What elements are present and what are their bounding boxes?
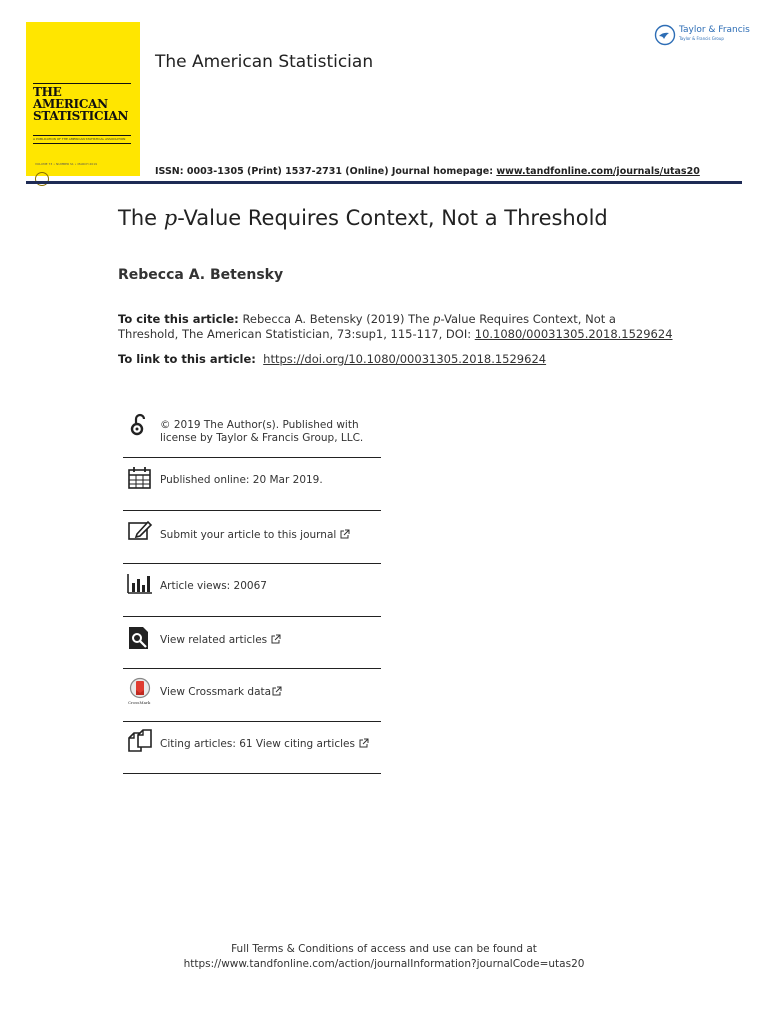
crossmark-caption: CrossMark bbox=[128, 700, 151, 705]
terms-text: Full Terms & Conditions of access and use can be found at bbox=[231, 943, 537, 955]
title-text: The bbox=[118, 206, 164, 230]
citing-label: Citing articles: 61 View citing articles bbox=[160, 738, 355, 750]
journal-homepage-link[interactable]: www.tandfonline.com/journals/utas20 bbox=[496, 166, 700, 177]
cite-text: Rebecca A. Betensky (2019) The bbox=[238, 312, 434, 326]
journal-title: The American Statistician bbox=[155, 52, 374, 72]
terms-footer bbox=[0, 942, 768, 971]
crossmark-text[interactable] bbox=[160, 686, 282, 699]
edit-icon bbox=[127, 518, 153, 544]
issn-line bbox=[155, 166, 700, 177]
article-info-list bbox=[123, 406, 381, 774]
publisher-group: Taylor & Francis Group bbox=[679, 36, 724, 41]
views-text: Article views: 20067 bbox=[160, 580, 267, 592]
crossmark-row[interactable] bbox=[123, 669, 381, 722]
link-label: To link to this article: bbox=[118, 352, 256, 366]
external-link-icon bbox=[272, 686, 282, 696]
article-doi-link[interactable]: https://doi.org/10.1080/00031305.2018.1529624 bbox=[263, 352, 547, 366]
cite-label: To cite this article: bbox=[118, 312, 239, 326]
cite-text: -Value Requires Context, Not a Threshold, The American Statistician, 73:sup1, 115-117, DOI: bbox=[118, 312, 616, 341]
doi-link[interactable]: 10.1080/00031305.2018.1529624 bbox=[474, 326, 673, 341]
external-link-icon bbox=[340, 529, 350, 539]
related-label: View related articles bbox=[160, 634, 268, 646]
header-rule bbox=[26, 181, 742, 184]
cover-subtitle: A PUBLICATION OF THE AMERICAN STATISTICAL ASSOCIATION bbox=[33, 137, 126, 141]
cover-volume: VOLUME 73 • NUMBER S1 • MARCH 2019 bbox=[35, 162, 98, 166]
cover-title-line: AMERICAN bbox=[33, 97, 108, 111]
calendar-icon bbox=[127, 465, 153, 491]
published-row bbox=[123, 458, 381, 511]
cover-title bbox=[33, 86, 128, 122]
search-document-icon bbox=[127, 625, 153, 651]
open-access-icon bbox=[127, 412, 153, 438]
publisher-logo[interactable] bbox=[653, 22, 749, 48]
article-link-line bbox=[118, 352, 546, 366]
article-title bbox=[118, 206, 608, 230]
license-text bbox=[160, 419, 363, 445]
license-line: license by Taylor & Francis Group, LLC. bbox=[160, 432, 364, 444]
submit-label: Submit your article to this journal bbox=[160, 529, 337, 541]
cover-divider bbox=[33, 143, 131, 144]
title-italic: p bbox=[163, 206, 178, 230]
cover-divider bbox=[33, 135, 131, 136]
related-row[interactable] bbox=[123, 617, 381, 669]
license-row bbox=[123, 406, 381, 458]
views-row bbox=[123, 564, 381, 617]
cover-divider bbox=[33, 83, 131, 84]
journal-cover bbox=[26, 22, 140, 176]
cover-title-line: THE bbox=[33, 85, 62, 99]
title-text: -Value Requires Context, Not a Threshold bbox=[177, 206, 608, 230]
external-link-icon bbox=[271, 634, 281, 644]
citing-row[interactable] bbox=[123, 722, 381, 774]
submit-text[interactable] bbox=[160, 529, 350, 542]
related-text[interactable] bbox=[160, 634, 281, 647]
publisher-name: Taylor & Francis bbox=[679, 25, 750, 35]
external-link-icon bbox=[359, 738, 369, 748]
published-text: Published online: 20 Mar 2019. bbox=[160, 474, 323, 486]
submit-row[interactable] bbox=[123, 511, 381, 564]
bar-chart-icon bbox=[127, 571, 153, 597]
publisher-logo-icon bbox=[654, 24, 676, 46]
cite-italic: p bbox=[433, 312, 441, 326]
article-author: Rebecca A. Betensky bbox=[118, 267, 284, 283]
terms-url[interactable]: https://www.tandfonline.com/action/journalInformation?journalCode=utas20 bbox=[183, 957, 585, 970]
citing-text[interactable] bbox=[160, 738, 369, 751]
citation bbox=[118, 312, 678, 341]
crossmark-label: View Crossmark data bbox=[160, 686, 272, 698]
license-line: © 2019 The Author(s). Published with bbox=[160, 419, 359, 431]
issn-text: ISSN: 0003-1305 (Print) 1537-2731 (Online) Journal homepage: bbox=[155, 166, 497, 177]
citing-icon bbox=[127, 729, 153, 755]
cover-title-line: STATISTICIAN bbox=[33, 109, 129, 123]
